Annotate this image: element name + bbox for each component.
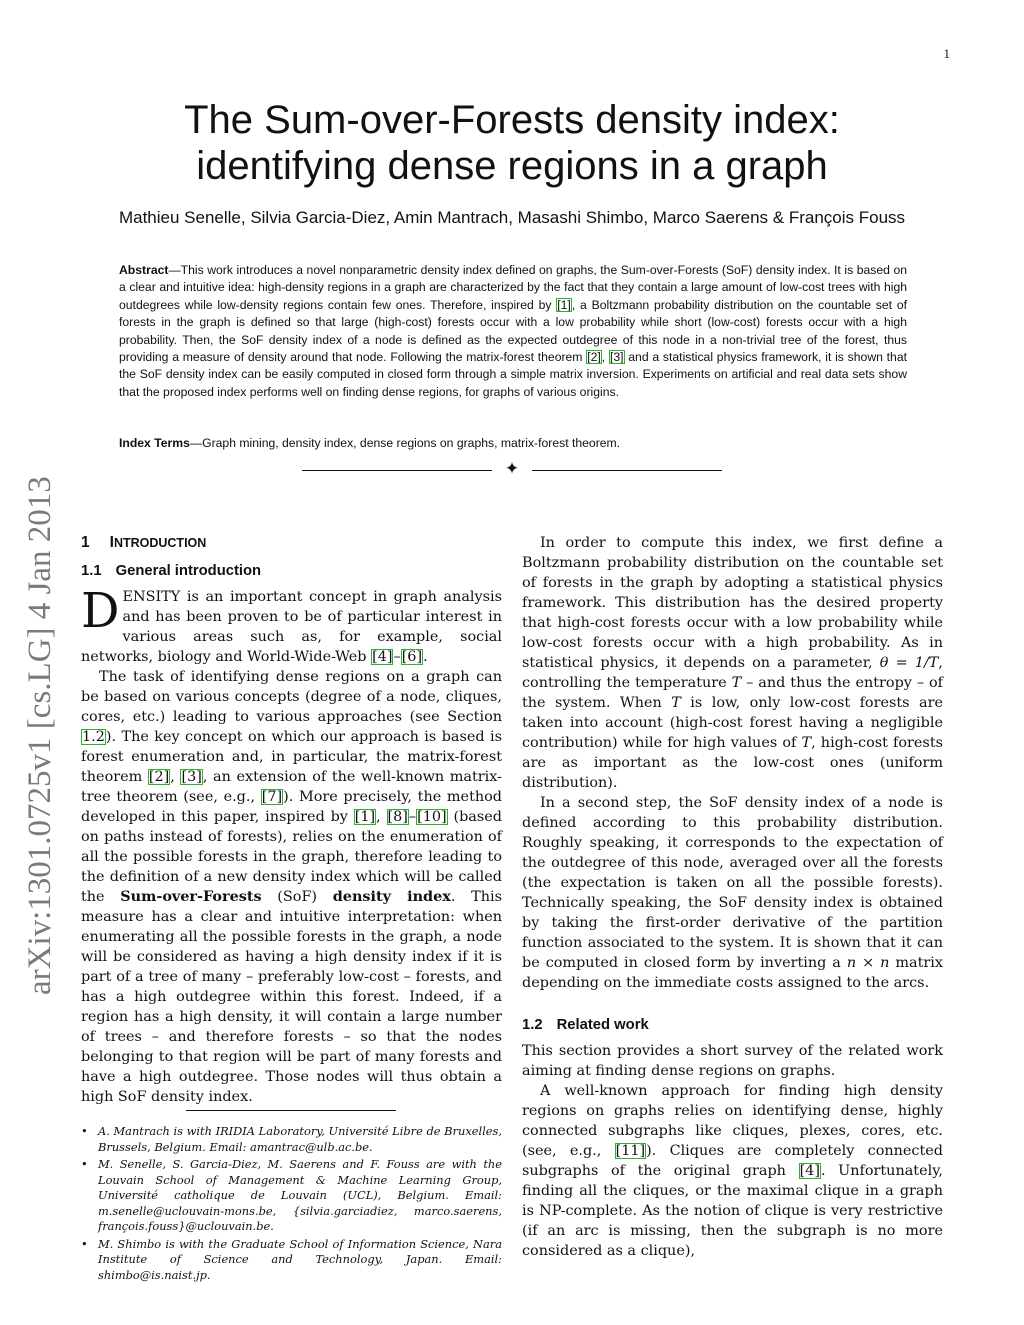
section-title-initial: I — [109, 534, 114, 551]
divider-line-right — [532, 470, 722, 471]
citation-link[interactable]: [4] — [799, 1163, 820, 1179]
math: n × n — [846, 955, 890, 971]
section-number: 1 — [81, 534, 90, 551]
text: is low, only low-cost forests are taken into account (high-cost forest having a negligible contribution) while for high values of — [522, 695, 943, 751]
abstract-text-4: and a statistical physics framework, it is shown that the SoF density index can be easily computed in closed form through a simple matrix inversion. Experiments on artificial and real data sets show that the proposed index performs well on finding dense regions, for graphs of various origins. — [119, 350, 907, 399]
left-column — [81, 533, 502, 1107]
text: . This measure has a clear and intuitive interpretation: when enumerating all the possible forests in the graph, a node will be considered as having a high density index if it is part of a tree of many – preferably low-cost – forests, and has a high outdegree within this forest. Indeed, if a region has a high density, it will contain a large number of trees – and therefore forests – so that the nodes belonging to that region will be part of many forests and have a high outdegree. Those nodes will thus obtain a high SoF density index. — [81, 889, 502, 1105]
abstract-text-1: —This work introduces a novel nonparametric density index defined on graphs, the Sum-over-Forests (SoF) density index. It is based on a clear and intuitive idea: high-density regions in a graph are characterized by the fact that they contain a large amount of low-cost trees with high outdegrees while low-density regions contain few ones. Therefore, inspired by — [119, 263, 907, 312]
paragraph — [81, 583, 502, 667]
text: – and thus the entropy – of the system. When — [522, 675, 943, 711]
text: (based on paths instead of forests), relies on the enumeration of all the possible forests in the graph, therefore leading to the definition of a new density index which will be called the — [81, 809, 502, 905]
math: T — [731, 675, 742, 691]
text: This section provides a short survey of the related work aiming at finding dense regions on graphs. — [522, 1043, 943, 1079]
text: matrix depending on the immediate costs assigned to the arcs. — [522, 955, 943, 991]
text: (SoF) — [261, 889, 333, 905]
text: The task of identifying dense regions on a graph can be based on various concepts (degree of a node, cliques, cores, etc.) leading to various approaches (see Section — [81, 669, 502, 725]
section-title-rest: NTRODUCTION — [113, 536, 207, 550]
citation-link[interactable]: [1] — [354, 809, 376, 825]
citation-link[interactable]: [3] — [181, 769, 202, 785]
text: – — [393, 649, 401, 665]
divider-line-left — [302, 470, 492, 471]
text: ). Cliques are completely connected subgraphs of the original graph — [522, 1143, 943, 1179]
paragraph — [522, 793, 943, 993]
footnote-item: • M. Senelle, S. Garcia-Diez, M. Saerens and F. Fouss are with the Louvain School of Management & Machine Learning Group, Université catholique de Louvain (UCL), Belgium. Email: m.senelle@uclouvain-mons.be, {silvia.garciadiez, marco.saerens, françois.fouss}@uclouvain.be. — [81, 1157, 502, 1235]
subsection-number: 1.1 — [81, 563, 102, 579]
text: – — [408, 809, 417, 825]
text: , high-cost forests are as important as the low-cost ones (uniform distribution). — [522, 735, 943, 791]
citation-link[interactable]: [1] — [557, 297, 571, 312]
math: T — [801, 735, 812, 751]
abstract — [119, 262, 907, 401]
index-terms — [119, 436, 907, 450]
small-caps-word: ENSITY — [122, 589, 181, 605]
citation-link[interactable]: [11] — [615, 1143, 646, 1159]
text: , — [170, 769, 181, 785]
footnote-item: • A. Mantrach is with IRIDIA Laboratory, Université Libre de Bruxelles, Brussels, Belgium. Email: amantrac@ulb.ac.be. — [81, 1124, 502, 1155]
citation-link[interactable]: [8] — [387, 809, 408, 825]
paragraph — [522, 1081, 943, 1261]
math: T — [671, 695, 681, 711]
section-heading-introduction — [81, 533, 502, 553]
citation-link[interactable]: [4] — [372, 649, 393, 665]
index-terms-text: —Graph mining, density index, dense regions on graphs, matrix-forest theorem. — [189, 436, 621, 450]
text: A well-known approach for finding high density regions on graphs relies on identifying dense, highly connected subgraphs like cliques, plexes, cores, etc. (see, e.g., — [522, 1083, 943, 1159]
abstract-text-2: , a Boltzmann probability distribution on the countable set of forests in the graph is defined so that large (high-cost) forests occur with a low probability while short (low-cost) forests occur with a high probability. Then, the SoF density index of a node is defined as the expected outdegree of this node in a non-trivial tree of the forest, thus providing a measure of density around that node. Following the matrix-forest theorem — [119, 297, 907, 365]
bold-term: density index — [332, 888, 451, 905]
text: ). More precisely, the method developed in this paper, inspired by — [81, 789, 502, 825]
text: , controlling the temperature — [522, 655, 943, 691]
abstract-text-3: , — [601, 350, 609, 365]
paragraph — [81, 667, 502, 1107]
text: . — [423, 649, 428, 665]
text: ). The key concept on which our approach is based is forest enumeration and, in particular, the matrix-forest theorem — [81, 729, 502, 785]
arxiv-identifier: arXiv:1301.0725v1 [cs.LG] 4 Jan 2013 — [22, 476, 58, 995]
text: is an important concept in graph analysis and has been proven to be of particular interest in various areas such as, for example, social networks, biology and World-Wide-Web — [81, 589, 502, 665]
drop-cap: D — [81, 583, 120, 639]
citation-link[interactable]: [2] — [587, 350, 601, 365]
citation-link[interactable]: [10] — [417, 809, 447, 825]
subsection-heading-related-work — [522, 1015, 943, 1035]
footnote-rule — [186, 1110, 396, 1111]
citation-link[interactable]: [3] — [609, 350, 624, 365]
paragraph — [522, 533, 943, 793]
divider-star-icon: ✦ — [504, 459, 520, 479]
section-link[interactable]: 1.2 — [82, 729, 105, 745]
subsection-title: General introduction — [115, 563, 262, 579]
footnote-item: • M. Shimbo is with the Graduate School of Information Science, Nara Institute of Science and Technology, Japan. Email: shimbo@is.naist.jp. — [81, 1237, 502, 1284]
page-number: 1 — [943, 46, 950, 61]
title-line-1: The Sum-over-Forests density index: — [184, 98, 840, 142]
abstract-label: Abstract — [119, 263, 169, 277]
subsection-title: Related work — [556, 1017, 649, 1033]
text: In a second step, the SoF density index of a node is defined according to this probability distribution. Roughly speaking, it corresponds to the expectation of the outdegree of this node, averaged over all the forests (the expectation is taken on all the possible forests). Technically speaking, the SoF density index is obtained by taking the first-order derivative of the partition function associated to the system. It is shown that it can be computed in closed form by inverting a — [522, 795, 943, 971]
math: θ = 1/T — [879, 655, 939, 671]
footnotes — [81, 1124, 502, 1285]
subsection-number: 1.2 — [522, 1017, 543, 1033]
text: . Unfortunately, finding all the cliques, or the maximal clique in a graph is NP-complete. As the notion of clique is very restrictive (if an arc is missing, then the subgraph is no more considered as a clique), — [522, 1163, 943, 1259]
citation-link[interactable]: [7] — [261, 789, 283, 805]
paper-title — [90, 97, 934, 189]
text: , — [376, 809, 387, 825]
bold-term: Sum-over-Forests — [120, 888, 262, 905]
right-column — [522, 533, 943, 1261]
text: , an extension of the well-known matrix-tree theorem (see, e.g., — [81, 769, 502, 805]
title-line-2: identifying dense regions in a graph — [196, 144, 828, 188]
section-divider — [302, 459, 722, 480]
paragraph — [522, 1041, 943, 1081]
text: In order to compute this index, we first define a Boltzmann probability distribution on the countable set of forests in the graph by adopting a statistical physics framework. This distribution has the desired property that high-cost forests occur with a low probability while low-cost forests occur with a high probability. As in statistical physics, it depends on a parameter, — [522, 535, 943, 671]
subsection-heading-general — [81, 561, 502, 581]
author-list: Mathieu Senelle, Silvia Garcia-Diez, Amin Mantrach, Masashi Shimbo, Marco Saerens & François Fouss — [118, 208, 906, 227]
citation-link[interactable]: [6] — [401, 649, 423, 665]
citation-link[interactable]: [2] — [148, 769, 170, 785]
index-terms-label: Index Terms — [119, 436, 190, 450]
